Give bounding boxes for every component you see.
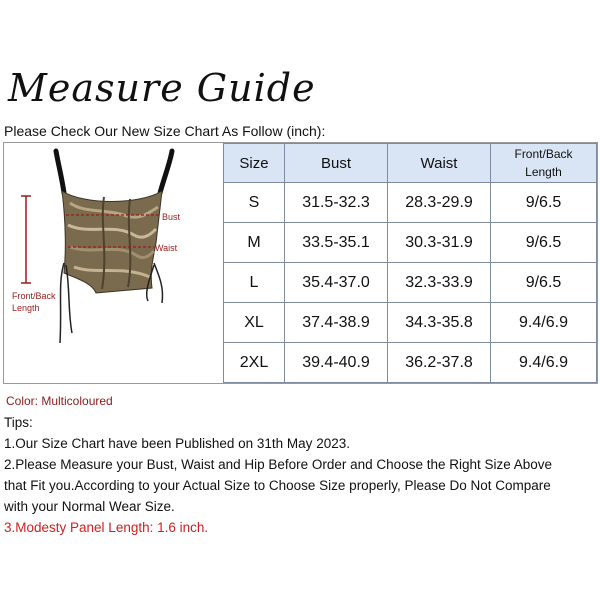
tips-section xyxy=(4,412,596,538)
waist-label: Waist xyxy=(155,243,178,253)
cell-waist: 36.2-37.8 xyxy=(388,343,491,383)
cell-length: 9.4/6.9 xyxy=(491,343,597,383)
cell-size: M xyxy=(224,223,285,263)
cell-size: L xyxy=(224,263,285,303)
color-info: Color: Multicoloured xyxy=(6,394,113,408)
length-label-2: Length xyxy=(12,303,40,313)
page-title: Measure Guide xyxy=(8,66,316,110)
header-size: Size xyxy=(224,144,285,183)
tip-2a: 2.Please Measure your Bust, Waist and Hip Before Order and Choose the Right Size Above xyxy=(4,457,553,472)
header-waist: Waist xyxy=(388,144,491,183)
table-row xyxy=(224,263,597,303)
cell-waist: 32.3-33.9 xyxy=(388,263,491,303)
length-label-1: Front/Back xyxy=(12,291,56,301)
subtitle: Please Check Our New Size Chart As Follow (inch): xyxy=(4,123,326,139)
cell-bust: 39.4-40.9 xyxy=(285,343,388,383)
cell-bust: 33.5-35.1 xyxy=(285,223,388,263)
header-length-line1: Front/Back xyxy=(514,147,573,161)
tips-heading: Tips: xyxy=(4,415,33,430)
cell-length: 9/6.5 xyxy=(491,183,597,223)
bust-label: Bust xyxy=(162,212,181,222)
table-row xyxy=(224,223,597,263)
cell-bust: 37.4-38.9 xyxy=(285,303,388,343)
corset-top-illustration xyxy=(4,143,223,383)
cell-size: XL xyxy=(224,303,285,343)
cell-size: 2XL xyxy=(224,343,285,383)
tip-2c: with your Normal Wear Size. xyxy=(4,499,175,514)
garment-figure xyxy=(4,143,223,383)
table-row xyxy=(224,343,597,383)
cell-waist: 28.3-29.9 xyxy=(388,183,491,223)
table-header-row xyxy=(224,144,597,183)
cell-length: 9.4/6.9 xyxy=(491,303,597,343)
cell-waist: 34.3-35.8 xyxy=(388,303,491,343)
cell-bust: 31.5-32.3 xyxy=(285,183,388,223)
tip-3: 3.Modesty Panel Length: 1.6 inch. xyxy=(4,520,209,535)
size-chart-table xyxy=(223,143,597,383)
header-length xyxy=(491,144,597,183)
cell-waist: 30.3-31.9 xyxy=(388,223,491,263)
table-row xyxy=(224,303,597,343)
tip-2b: that Fit you.According to your Actual Size to Choose Size properly, Please Do Not Compare xyxy=(4,478,551,493)
header-length-line2: Length xyxy=(525,165,562,179)
table-row xyxy=(224,183,597,223)
cell-bust: 35.4-37.0 xyxy=(285,263,388,303)
header-bust: Bust xyxy=(285,144,388,183)
cell-size: S xyxy=(224,183,285,223)
cell-length: 9/6.5 xyxy=(491,263,597,303)
cell-length: 9/6.5 xyxy=(491,223,597,263)
tip-1: 1.Our Size Chart have been Published on 31th May 2023. xyxy=(4,436,350,451)
